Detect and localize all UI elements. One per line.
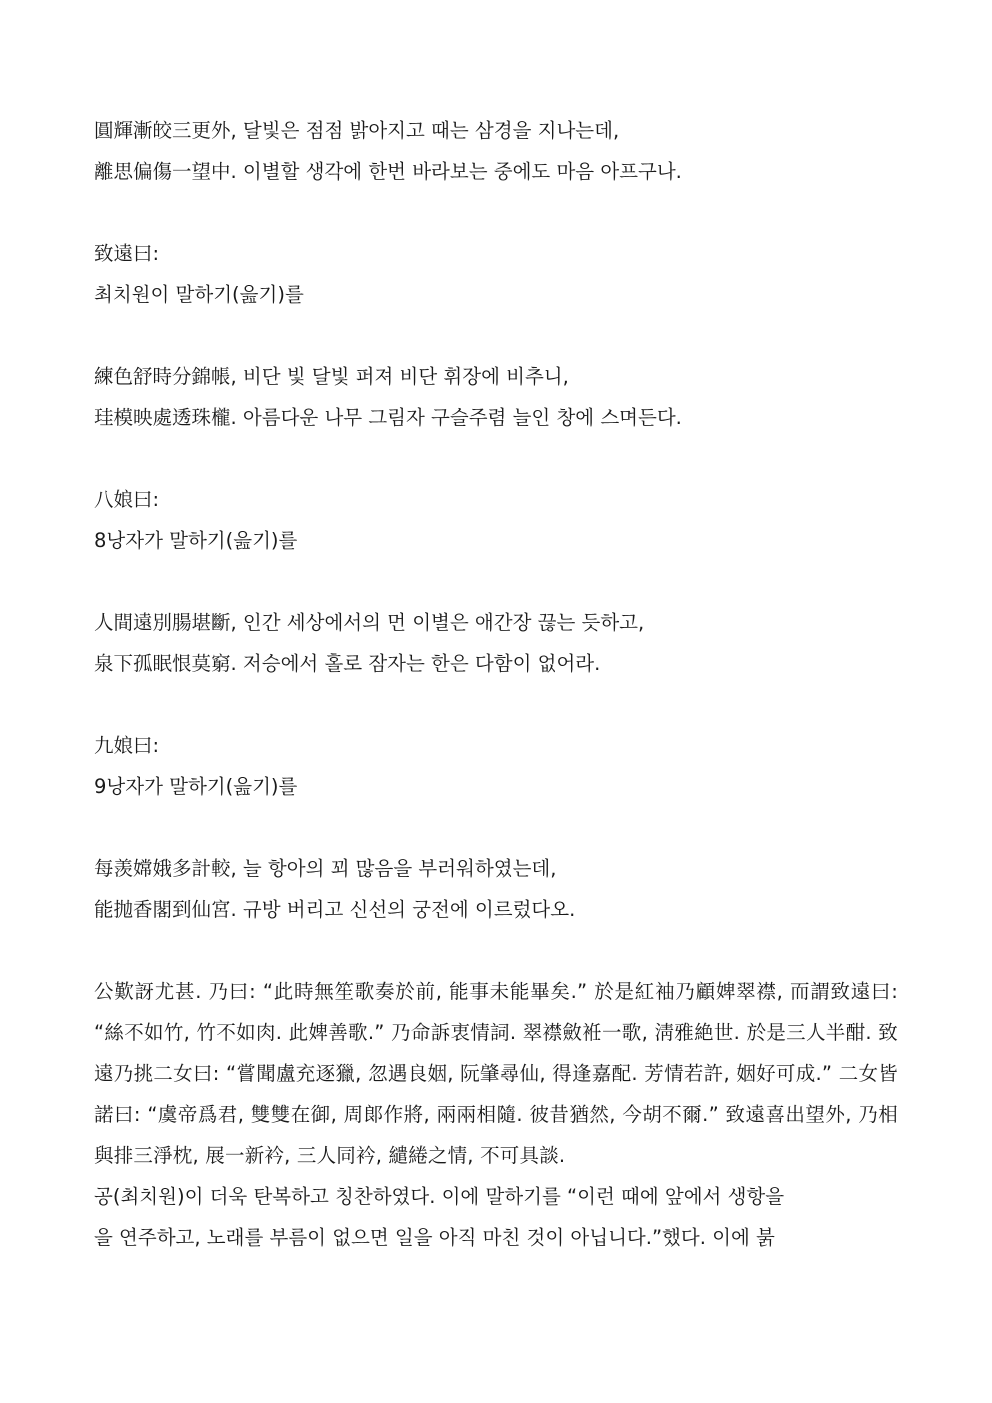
blank-line: [94, 561, 898, 602]
blank-line: [94, 438, 898, 479]
poem-line: 泉下孤眠恨莫窮. 저승에서 홀로 잠자는 한은 다함이 없어라.: [94, 652, 601, 675]
blank-line: [94, 192, 898, 233]
speaker-label: 八娘曰:: [94, 488, 160, 511]
translation-line: 공(최치원)이 더욱 탄복하고 칭찬하였다. 이에 말하기를 “이런 때에 앞에서 생항을: [94, 1185, 785, 1208]
blank-line: [94, 684, 898, 725]
classical-paragraph: 公歎訝尤甚. 乃曰: “此時無笙歌奏於前, 能事未能畢矣.” 於是紅袖乃顧婢翠襟, 而謂致遠曰: “絲不如竹, 竹不如肉. 此婢善歌.” 乃命訴衷情詞. 翠襟斂袵一歌, 淸雅絶世. 於是三人半酣. 致遠乃挑二女曰: “嘗聞盧充逐獵, 忽遇良姻, 阮肇尋仙, 得逢嘉配. 芳情若許, 姻好可成.” 二女皆諾曰: “虞帝爲君, 雙雙在御, 周郞作將, 兩兩相隨. 彼昔猶然, 今胡不爾.” 致遠喜出望外, 乃相與排三淨枕, 展一新衿, 三人同衿, 繾綣之情, 不可具談.: [94, 980, 898, 1167]
speaker-label: 九娘曰:: [94, 734, 160, 757]
poem-section: [94, 110, 898, 971]
blank-line: [94, 315, 898, 356]
poem-line: 離思偏傷一望中. 이별할 생각에 한번 바라보는 중에도 마음 아프구나.: [94, 160, 682, 183]
poem-line: 能抛香閣到仙宮. 규방 버리고 신선의 궁전에 이르렀다오.: [94, 898, 576, 921]
speaker-translation: 9낭자가 말하기(읊기)를: [94, 775, 298, 798]
speaker-translation: 최치원이 말하기(읊기)를: [94, 283, 304, 306]
speaker-translation: 8낭자가 말하기(읊기)를: [94, 529, 298, 552]
document-body: [94, 110, 898, 1258]
poem-line: 練色舒時分錦帳, 비단 빛 달빛 퍼져 비단 휘장에 비추니,: [94, 365, 569, 388]
translation-line: 을 연주하고, 노래를 부름이 없으면 일을 아직 마친 것이 아닙니다.”했다. 이에 붉: [94, 1226, 775, 1249]
speaker-label: 致遠曰:: [94, 242, 160, 265]
blank-line: [94, 807, 898, 848]
blank-line: [94, 930, 898, 971]
korean-translation-paragraph: [94, 1176, 898, 1258]
poem-line: 每羡嫦娥多計較, 늘 항아의 꾀 많음을 부러워하였는데,: [94, 857, 557, 880]
poem-line: 珪模映處透珠櫳. 아름다운 나무 그림자 구슬주렴 늘인 창에 스며든다.: [94, 406, 682, 429]
poem-line: 人間遠別腸堪斷, 인간 세상에서의 먼 이별은 애간장 끊는 듯하고,: [94, 611, 645, 634]
poem-line: 圓輝漸皎三更外, 달빛은 점점 밝아지고 때는 삼경을 지나는데,: [94, 119, 620, 142]
